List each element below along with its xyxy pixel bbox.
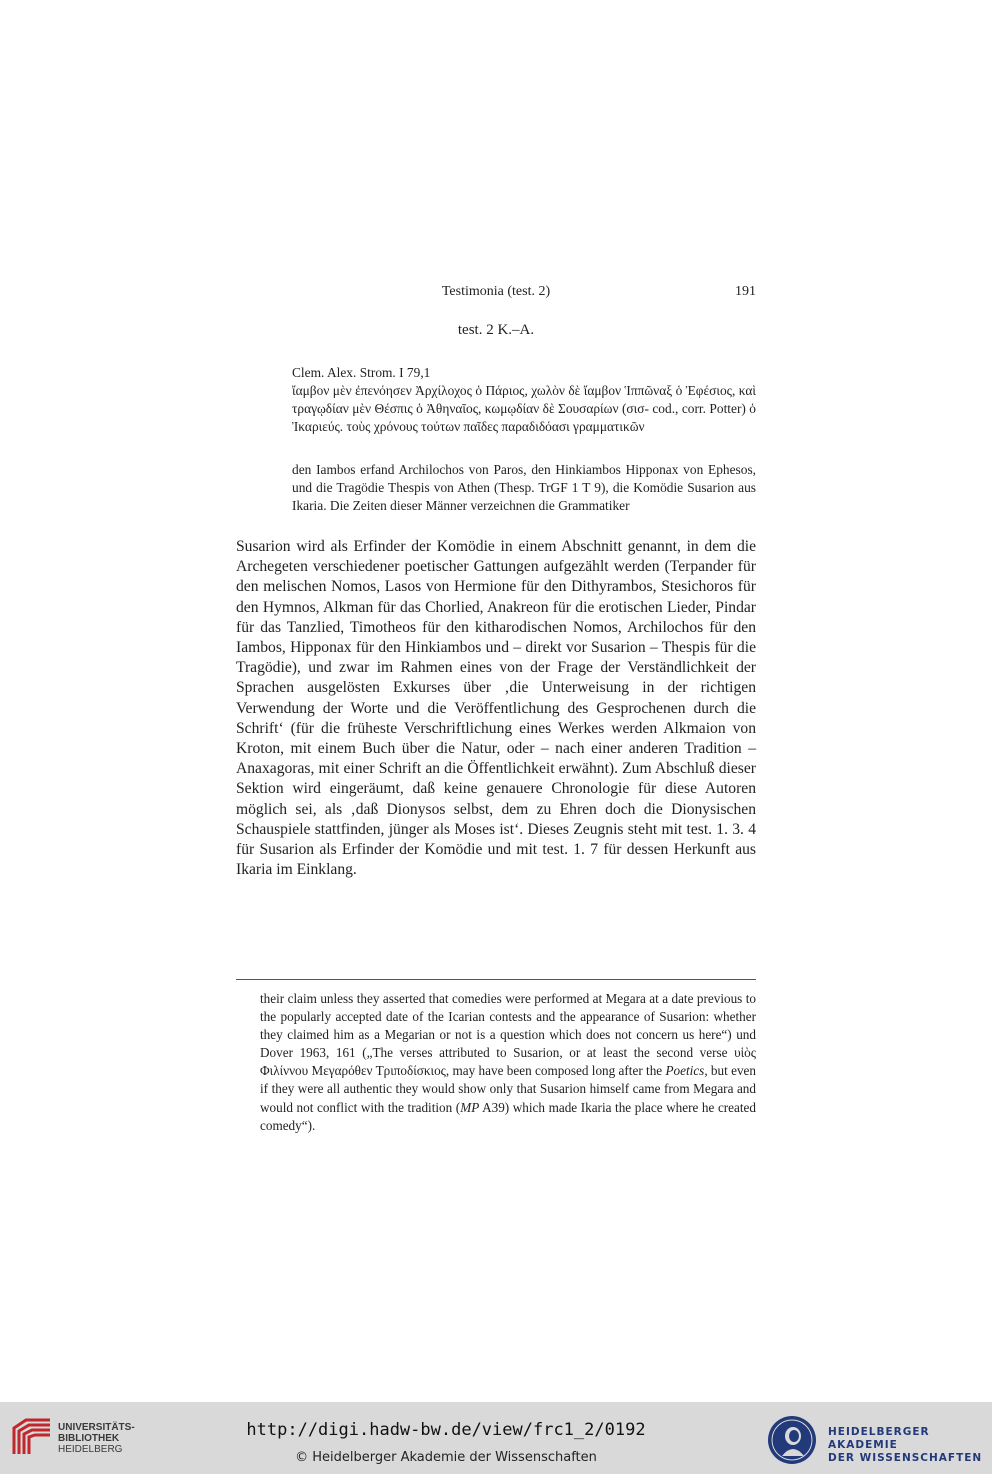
commentary-paragraph: Susarion wird als Erfinder der Komödie in einem Abschnitt genannt, in dem die Archegeten verschiedener poetischer Gattungen aufgezählt werden (Terpander für den melischen Nomos, Lasos von Hermione für den Dithyrambos, Stesichoros für den Hymnos, Alkman für das Chorlied, Anakreon für die erotischen Lieder, Pindar für das Tanzlied, Timotheos für den kitharodischen Nomos, Archilochos für den Iambos, Hipponax für den Hinkiambos und – direkt vor Susarion – Thespis für die Tragödie), und zwar im Rahmen eines von der Frage der Verständlichkeit der Sprachen ausgelösten Exkurses über ‚die Unterweisung in der richtigen Verwendung der Worte und die Veröffentlichung des Gesprochenen durch die Schrift‘ (für die früheste Verschriftlichung eines Werkes werden Alkmaion von Kroton, mit einem Buch über die Natur, oder – nach einer anderen Tradition – Anaxagoras, mit einer Schrift an die Öffentlichkeit erwähnt). Zum Abschluß dieser Sektion wird eingeräumt, daß keine genauere Chronologie für diese Autoren möglich sei, als ‚daß Dionysos selbst, dem zu Ehren doch die Dionysischen Schauspiele stattfinden, jünger als Moses ist‘. Dieses Zeugnis steht mit test. 1. 3. 4 für Susarion als Erfinder der Komödie und mit test. 1. 7 für dessen Herkunft aus Ikaria im Einklang. — [236, 538, 756, 879]
copyright-notice: © Heidelberger Akademie der Wissenschaften — [295, 1450, 597, 1465]
hadw-label-line1: HEIDELBERGER AKADEMIE — [828, 1426, 930, 1451]
ub-label-line1: UNIVERSITÄTS- — [58, 1422, 135, 1433]
footnote-italic-mp: MP — [460, 1099, 480, 1115]
footnote-text-1: their claim unless they asserted that comedies were performed at Megara at a date previous to the popularly accepted date of the Icarian contests and the appearance of Susarion: whether they claimed him as a Megarian or not is a question which does not concern us here“) und Dover 1963, 161 („The verses attributed to Susarion, or at least the second verse υἱὸς Φιλίννου Μεγαρόθεν Τριποδίσκιος, may have been composed long after the — [260, 991, 756, 1079]
page-number: 191 — [735, 284, 756, 299]
hadw-label-line2: DER WISSENSCHAFTEN — [828, 1452, 983, 1464]
running-title: Testimonia (test. 2) — [441, 284, 551, 299]
ub-label-line2: BIBLIOTHEK — [58, 1433, 120, 1444]
footnote-divider — [236, 979, 756, 980]
german-translation: den Iambos erfand Archilochos von Paros, den Hinkiambos Hipponax von Ephesos, und die Tragödie Thespis von Athen (Thesp. TrGF 1 T 9), die Komödie Susarion aus Ikaria. Die Zeiten dieser Männer verzeichnen die Grammatiker — [292, 462, 756, 513]
footnote — [260, 990, 756, 1135]
quote-source: Clem. Alex. Strom. I 79,1 — [292, 365, 431, 380]
ub-heidelberg-label — [58, 1422, 135, 1455]
footnote-text-2: , but even if they were all authentic they would show only that Susarion himself came from Megara and would not conflict with the tradition ( — [260, 1063, 757, 1115]
ub-label-line3: HEIDELBERG — [58, 1444, 123, 1455]
viewer-footer — [0, 1402, 992, 1474]
greek-quote: ἴαμβον μὲν ἐπενόησεν Ἀρχίλοχος ὁ Πάριος, χωλὸν δὲ ἴαμβον Ἱππῶναξ ὁ Ἐφέσιος, καὶ τραγῳδίαν μὲν Θέσπις ὁ Ἀθηναῖος, κωμῳδίαν δὲ Σουσαρίων (σισ- cod., corr. Potter) ὁ Ἰκαριεύς. τοὺς χρόνους τούτων παῖδες παραδιδόασι γραμματικῶν — [292, 383, 756, 434]
ub-heidelberg-logo-icon[interactable] — [10, 1414, 54, 1460]
footnote-italic-poetics: Poetics — [665, 1063, 705, 1079]
test-heading: test. 2 K.–A. — [457, 322, 535, 338]
footnote-text-3: A39) which made Ikaria the place where he created comedy“). — [260, 1099, 757, 1133]
running-head — [236, 284, 756, 302]
hadw-label — [828, 1426, 992, 1465]
permalink-url[interactable]: http://digi.hadw-bw.de/view/frc1_2/0192 — [246, 1420, 646, 1440]
hadw-portrait-seal-icon[interactable] — [766, 1414, 818, 1466]
